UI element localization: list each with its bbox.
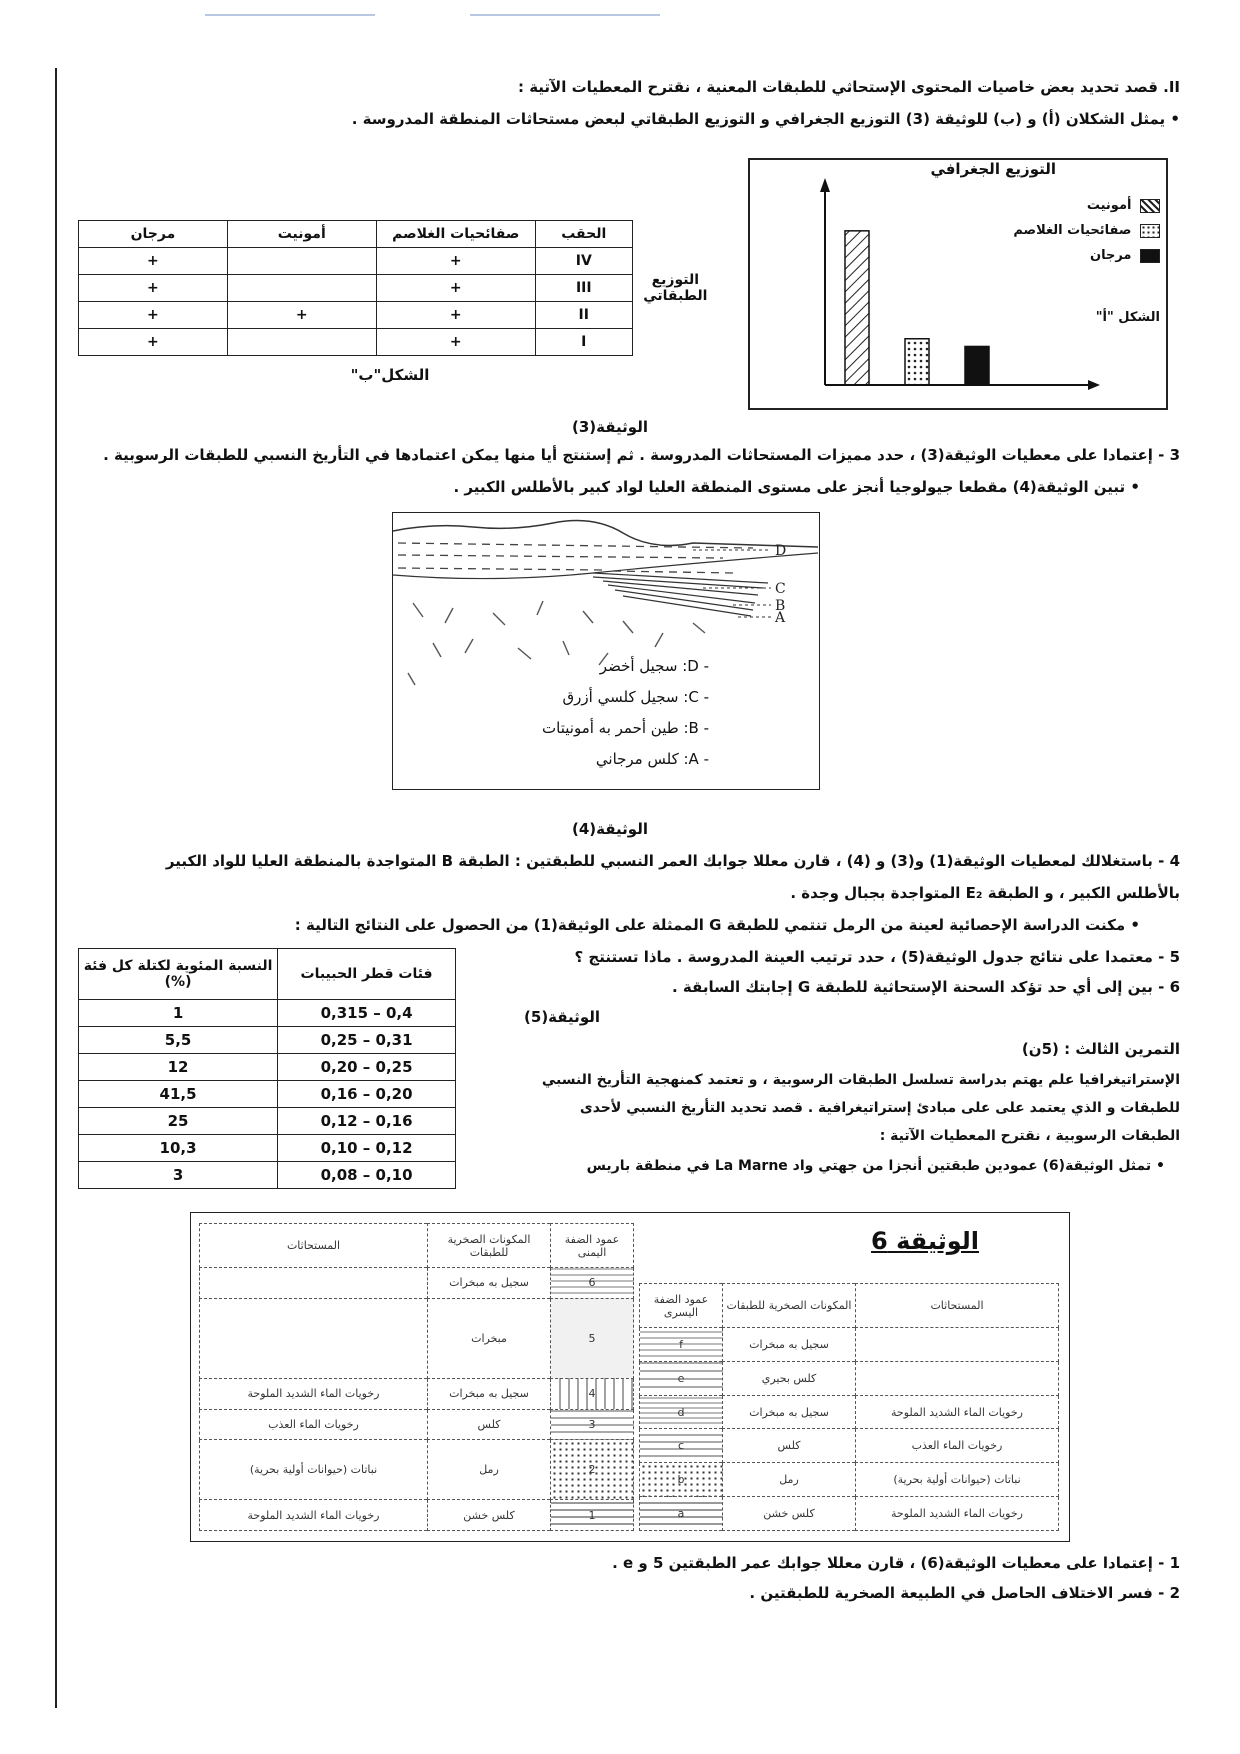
header-grain-class: فئات قطر الحبيبات (278, 949, 456, 1000)
doc4-legend (542, 651, 709, 775)
table-row: I + + (79, 329, 719, 356)
doc3-table-wrap (78, 220, 718, 356)
figure-a-caption: الشكل "أ" (1095, 310, 1160, 325)
table-row: 6 سجيل به مبخرات (200, 1268, 634, 1299)
layer-letter-d: D (775, 543, 787, 559)
question-6: 6 - بين إلى أي حد تؤكد السحنة الإستحاثية للطبقة G إجابتك السابقة . (672, 978, 1180, 996)
doc5-title: الوثيقة(5) (524, 1008, 600, 1026)
table-row: 4 سجيل به مبخرات رخويات الماء الشديد الملوحة (200, 1378, 634, 1409)
bullet-doc3: • يمثل الشكلان (أ) و (ب) للوثيقة (3) التوزيع الجغرافي و التوزيع الطبقاتي لبعض مستحاثات المنطقة المدروسة . (351, 110, 1180, 128)
question-5: 5 - معتمدا على نتائج جدول الوثيقة(5) ، حدد ترتيب العينة المدروسة . ماذا تستنتج ؟ (574, 948, 1180, 966)
question-4-line2: بالأطلس الكبير ، و الطبقة E₂ المتواجدة بجبال وجدة . (790, 884, 1180, 902)
table-row: 0,12 – 0,10 10,3 (79, 1135, 456, 1162)
exercise-3-p2: للطبقات و الذي يعتمد على على مبادئ إستراتيغرافية . قصد تحديد التأريخ النسبي لأحدى (579, 1100, 1180, 1116)
header-brachiopods: صفائحيات الغلاصم (376, 221, 535, 248)
header-rock: المكونات الصخرية للطبقات (723, 1284, 856, 1328)
solid-swatch-icon (1140, 249, 1160, 263)
y-axis-arrow (820, 178, 830, 192)
header-fossils: المستحاثات (856, 1284, 1059, 1328)
legend-coral: مرجان (1090, 248, 1160, 263)
chart-title: التوزيع الجغرافي (930, 160, 1056, 178)
legend-b: - B: طين أحمر به أمونيتات (542, 719, 709, 737)
final-question-1: 1 - إعتمادا على معطيات الوثيقة(6) ، قارن معللا جوابك عمر الطبقتين 5 و e . (612, 1554, 1180, 1572)
table-row: رخويات الماء الشديد الملوحة سجيل به مبخرات d (640, 1395, 1059, 1429)
dotted-swatch-icon (1140, 224, 1160, 238)
table-row: رخويات الماء الشديد الملوحة كلس خشن a (640, 1497, 1059, 1531)
legend-d: - D: سجيل أخضر (599, 657, 709, 675)
table-row: 0,4 – 0,315 1 (79, 1000, 456, 1027)
bar-brachiopods (905, 339, 929, 385)
layer-letter-b: B (775, 598, 786, 614)
legend-ammonite: أمونيت (1087, 198, 1160, 213)
table-row: 3 كلس رخويات الماء العذب (200, 1409, 634, 1440)
scan-mark (470, 14, 660, 16)
table-row: 0,31 – 0,25 5,5 (79, 1027, 456, 1054)
table-row: II + + + (79, 302, 719, 329)
table-row: 0,10 – 0,08 3 (79, 1162, 456, 1189)
legend-brachiopods: صفائحيات الغلاصم (1013, 223, 1160, 238)
exercise-3-p1: الإستراتيغرافيا علم يهتم بدراسة تسلسل الطبقات الرسوبية ، و تعتمد كمنهجية التأريخ النسبي (541, 1072, 1180, 1088)
table-row: 0,20 – 0,16 41,5 (79, 1081, 456, 1108)
header-right-bank: عمود الضفة اليمنى (551, 1224, 634, 1268)
stratigraphic-distribution-table (78, 220, 718, 356)
table-row: رخويات الماء العذب كلس c (640, 1429, 1059, 1463)
doc3-title: الوثيقة(3) (572, 418, 648, 436)
table-row: 1 كلس خشن رخويات الماء الشديد الملوحة (200, 1500, 634, 1531)
header-era: الحقب (535, 221, 632, 248)
header-left-bank: عمود الضفة اليسرى (640, 1284, 723, 1328)
section-intro: II. قصد تحديد بعض خاصيات المحتوى الإستحاثي للطبقات المعنية ، نقترح المعطيات الآتية : (517, 78, 1180, 96)
legend-a: - A: كلس مرجاني (595, 750, 709, 768)
header-ammonite: أمونيت (227, 221, 376, 248)
side-label: التوزيع الطبقاتي (643, 272, 708, 304)
grain-size-table (78, 948, 456, 1189)
header-coral: مرجان (79, 221, 228, 248)
table-row: نباتات (حيوانات أولية بحرية) رمل b (640, 1463, 1059, 1497)
hatch-swatch-icon (1140, 199, 1160, 213)
final-question-2: 2 - فسر الاختلاف الحاصل في الطبيعة الصخرية للطبقتين . (749, 1584, 1180, 1602)
left-bank-column (639, 1283, 1059, 1531)
table-row: III + + (79, 275, 719, 302)
doc4-title: الوثيقة(4) (572, 820, 648, 838)
table-row: سجيل به مبخرات f (640, 1328, 1059, 1362)
question-3: 3 - إعتمادا على معطيات الوثيقة(3) ، حدد مميزات المستحاثات المدروسة . ثم إستنتج أيا منها يمكن اعتمادها في التأريخ النسبي للطبقات الرسوبية . (103, 446, 1180, 464)
bullet-doc5: • مكنت الدراسة الإحصائية لعينة من الرمل تنتمي للطبقة G الممثلة على الوثيقة(1) من الحصول على النتائج التالية : (294, 916, 1140, 934)
legend-c: - C: سجيل كلسي أزرق (562, 688, 709, 706)
table-row: 5 مبخرات (200, 1298, 634, 1378)
table-row: كلس بحيري e (640, 1361, 1059, 1395)
bar-ammonite (845, 231, 869, 385)
x-axis-arrow (1088, 380, 1100, 390)
header-rock: المكونات الصخرية للطبقات (428, 1224, 551, 1268)
table-row: 0,25 – 0,20 12 (79, 1054, 456, 1081)
doc3-chart-box (748, 158, 1168, 410)
doc6-title: الوثيقة 6 (871, 1227, 979, 1255)
doc4-section-box (392, 512, 820, 790)
header-fossils: المستحاثات (200, 1224, 428, 1268)
right-bank-column (199, 1223, 634, 1531)
doc6-box (190, 1212, 1070, 1542)
table-row: 2 رمل نباتات (حيوانات أولية بحرية) (200, 1440, 634, 1500)
scan-mark (205, 14, 375, 16)
bullet-doc6: • تمثل الوثيقة(6) عمودين طبقتين أنجزا من جهتي واد La Marne في منطقة باريس (586, 1158, 1165, 1174)
layer-letter-a: A (775, 610, 786, 626)
question-4-line1: 4 - باستغلالك لمعطيات الوثيقة(1) و(3) و (4) ، قارن معللا جوابك العمر النسبي للطبقتين : الطبقة B المتواجدة بالمنطقة العليا للواد الكبير (165, 852, 1180, 870)
exercise-3-title: التمرين الثالث : (5ن) (1021, 1040, 1180, 1058)
layer-letter-c: C (775, 581, 786, 597)
table-row: IV + + (79, 248, 719, 275)
table-row: 0,16 – 0,12 25 (79, 1108, 456, 1135)
exercise-3-p3: الطبقات الرسوبية ، نقترح المعطيات الآتية : (879, 1128, 1180, 1144)
bar-coral (965, 346, 989, 385)
figure-b-caption: الشكل"ب" (350, 366, 430, 384)
bullet-doc4: • تبين الوثيقة(4) مقطعا جيولوجيا أنجز على مستوى المنطقة العليا لواد كبير بالأطلس الكبير . (453, 478, 1140, 496)
header-percentage: النسبة المئوية لكتلة كل فئة (%) (79, 949, 278, 1000)
doc5-table-wrap (78, 948, 456, 1189)
